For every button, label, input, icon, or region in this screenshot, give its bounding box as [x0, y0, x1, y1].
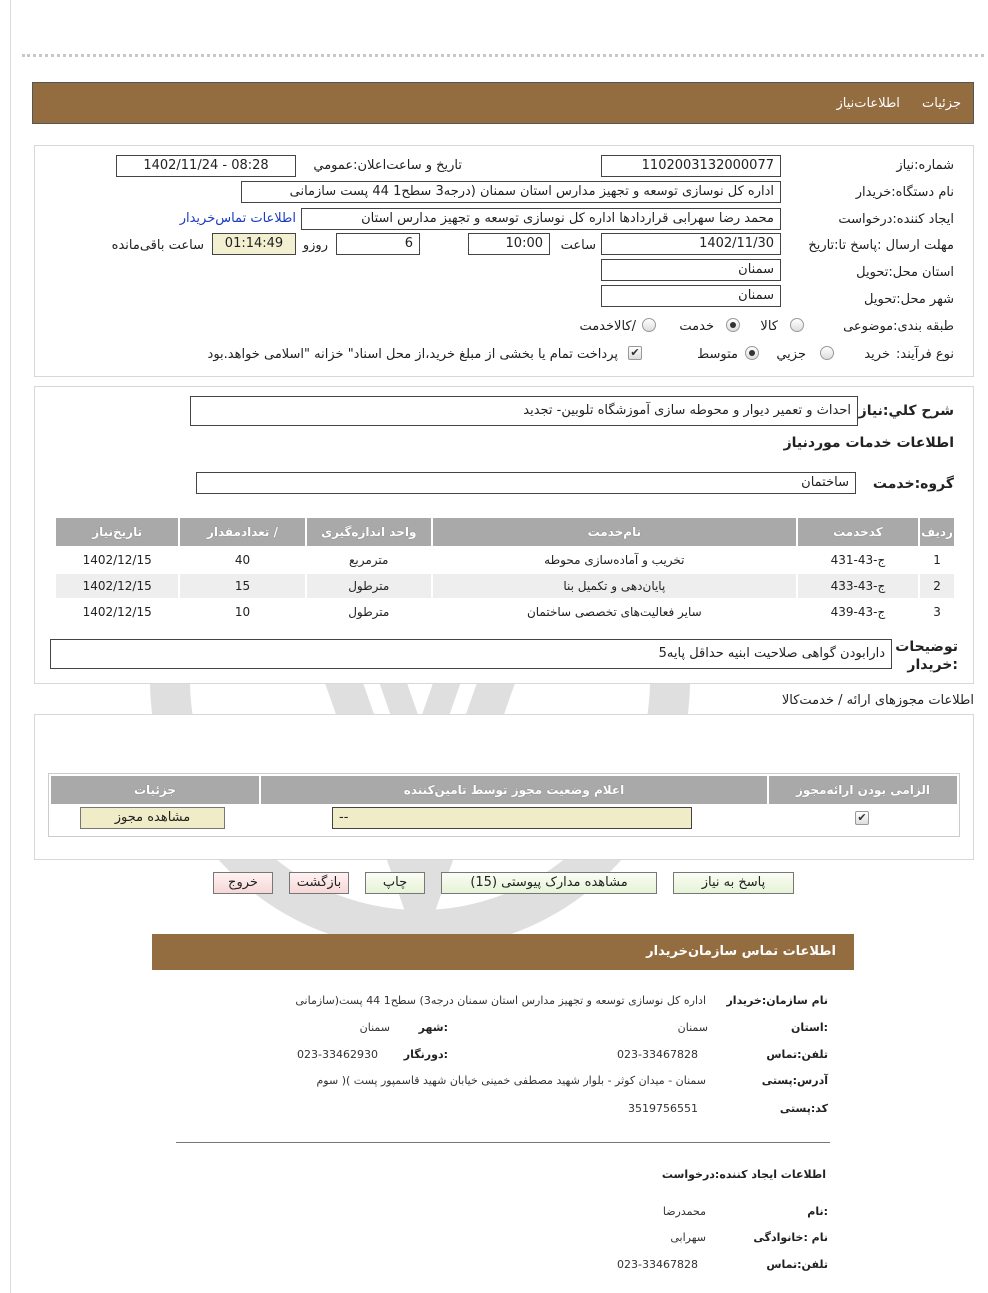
- contact-fax-value: 023-33462930: [297, 1048, 378, 1061]
- contact-city-label: :شهر: [418, 1021, 448, 1034]
- cell-service-code: ج-43-439: [798, 600, 918, 624]
- category-label: طبقه بندی:موضوعی: [843, 319, 954, 334]
- process-medium-label: متوسط: [697, 347, 738, 362]
- col-service-code: کدخدمت: [798, 518, 918, 546]
- contact-org-value: اداره کل نوسازی توسعه و تجهیز مدارس استان سمنان درجه3) سطح1 44 پست(سازمانی: [295, 994, 706, 1007]
- contact-postal-label: کد:پستی: [779, 1102, 828, 1115]
- process-medium-radio[interactable]: [745, 346, 759, 360]
- buyer-contact-link[interactable]: اطلاعات تماس‌خریدار: [179, 211, 296, 226]
- cell-need-date: 1402/12/15: [56, 574, 178, 598]
- category-goods-label: کالا: [760, 319, 778, 334]
- reply-button[interactable]: پاسخ به نیاز: [673, 872, 794, 894]
- province-field: سمنان: [601, 259, 781, 281]
- announce-field: 1402/11/24 - 08:28: [116, 155, 296, 177]
- category-goods-service-label: /کالاخدمت: [579, 319, 636, 334]
- need-number-label: شماره:نیاز: [896, 158, 954, 173]
- creator-field: محمد رضا سهرابی قراردادها اداره کل نوسازی توسعه و تجهیز مدارس استان: [301, 208, 781, 230]
- cell-need-date: 1402/12/15: [56, 600, 178, 624]
- process-label: نوع فرآیند:: [896, 347, 954, 362]
- contact-city-value: سمنان: [359, 1021, 390, 1034]
- contact-address-value: سمنان - میدان کوثر - بلوار شهید مصطفی خمینی خیابان شهید قاسمپور پست )( سوم: [316, 1074, 706, 1087]
- category-goods-radio[interactable]: [790, 318, 804, 332]
- creator-phone-value: 023-33467828: [617, 1258, 698, 1271]
- cell-row-number: 1: [920, 548, 954, 572]
- services-table: [54, 516, 956, 626]
- process-buy-label: خرید: [864, 347, 890, 362]
- exit-button[interactable]: خروج: [213, 872, 273, 894]
- remaining-time-field: 01:14:49: [212, 233, 296, 255]
- creator-name-value: محمدرضا: [662, 1205, 706, 1218]
- back-button[interactable]: بازگشت: [289, 872, 349, 894]
- need-info-panel: [34, 145, 974, 377]
- creator-family-label: نام :خانوادگی: [753, 1231, 828, 1244]
- license-status-field: --: [332, 807, 692, 829]
- cell-service-name: پایان‌دهی و تکمیل بنا: [433, 574, 796, 598]
- creator-phone-label: تلفن:تماس: [766, 1258, 828, 1271]
- buyer-notes-label: توضیحات :خریدار: [895, 639, 958, 673]
- deadline-time-field: 10:00: [468, 233, 550, 255]
- cell-quantity: 40: [180, 548, 304, 572]
- contact-fax-label: :دورنگار: [403, 1048, 448, 1061]
- license-required-checkbox[interactable]: ✔: [855, 811, 869, 825]
- category-service-label: خدمت: [679, 319, 714, 334]
- creator-info-title: اطلاعات ایجاد کننده:درخواست: [661, 1168, 826, 1181]
- buyer-org-field: اداره کل نوسازی توسعه و تجهیز مدارس استان سمنان (درجه3 سطح1 44 پست سازمانی: [241, 181, 781, 203]
- license-title: اطلاعات مجوزهای ارائه / خدمت‌کالا: [781, 693, 974, 708]
- group-label: گروه:خدمت: [872, 476, 954, 492]
- payment-checkbox[interactable]: ✔: [628, 346, 642, 360]
- print-button[interactable]: چاپ: [365, 872, 425, 894]
- contact-org-label: نام سازمان:خریدار: [726, 994, 828, 1007]
- col-license-status: اعلام وضعیت مجوز توسط تامین‌کننده: [261, 776, 767, 804]
- cell-quantity: 15: [180, 574, 304, 598]
- process-small-label: جزیي: [776, 347, 806, 362]
- contact-phone-label: تلفن:تماس: [766, 1048, 828, 1061]
- process-small-radio[interactable]: [820, 346, 834, 360]
- category-service-radio[interactable]: [726, 318, 740, 332]
- table-row: [56, 600, 954, 624]
- creator-name-label: :نام: [807, 1205, 828, 1218]
- cell-row-number: 3: [920, 600, 954, 624]
- city-field: سمنان: [601, 285, 781, 307]
- cell-service-name: سایر فعالیت‌های تخصصی ساختمان: [433, 600, 796, 624]
- cell-service-code: ج-43-431: [798, 548, 918, 572]
- tab-details[interactable]: جزئیات: [922, 96, 961, 111]
- table-row: [56, 574, 954, 598]
- deadline-label: مهلت ارسال :پاسخ تا:تاریخ: [808, 238, 954, 253]
- days-field: 6: [336, 233, 420, 255]
- table-row: [56, 548, 954, 572]
- category-goods-service-radio[interactable]: [642, 318, 656, 332]
- need-number-field: 1102003132000077: [601, 155, 781, 177]
- creator-family-value: سهرابی: [670, 1231, 706, 1244]
- cell-row-number: 2: [920, 574, 954, 598]
- contact-postal-value: 3519756551: [628, 1102, 698, 1115]
- cell-unit: مترمربع: [307, 548, 431, 572]
- time-label: ساعت: [560, 238, 596, 253]
- province-label: استان محل:تحویل: [856, 265, 954, 280]
- view-license-button[interactable]: مشاهده مجوز: [80, 807, 225, 829]
- top-dotted-divider: [22, 54, 984, 57]
- announce-label: تاریخ و ساعت‌اعلان:عمومي: [313, 158, 462, 173]
- group-field: ساختمان: [196, 472, 856, 494]
- days-label: روزو: [302, 238, 328, 253]
- contact-province-label: :استان: [791, 1021, 828, 1034]
- creator-label: ایجاد کننده:درخواست: [838, 212, 954, 227]
- services-title: اطلاعات خدمات موردنیاز: [783, 435, 954, 451]
- col-quantity: / تعدادمقدار: [180, 518, 304, 546]
- buyer-org-label: نام دستگاه:خریدار: [855, 185, 954, 200]
- cell-need-date: 1402/12/15: [56, 548, 178, 572]
- contact-divider: [176, 1142, 830, 1143]
- col-row-number: ردیف: [920, 518, 954, 546]
- cell-service-name: تخریب و آماده‌سازی محوطه: [433, 548, 796, 572]
- summary-label: شرح کلي:نیاز: [858, 403, 954, 419]
- buyer-notes-field: دارابودن گواهی صلاحیت ابنیه حداقل پایه5: [50, 639, 892, 669]
- summary-field: احداث و تعمیر دیوار و محوطه سازی آموزشگاه تلوبین- تجدید: [190, 396, 858, 426]
- contact-address-label: آدرس:پستی: [761, 1074, 828, 1087]
- col-license-required: الزامی بودن ارائه‌مجوز: [769, 776, 957, 804]
- col-unit: واحد اندازه‌گیری: [307, 518, 431, 546]
- cell-unit: مترطول: [307, 574, 431, 598]
- payment-note: پرداخت تمام یا بخشی از مبلغ خرید،از محل اسناد" خزانه "اسلامی خواهد.بود: [207, 347, 618, 362]
- contact-phone-value: 023-33467828: [617, 1048, 698, 1061]
- city-label: شهر محل:تحویل: [864, 292, 954, 307]
- left-border-line: [10, 0, 11, 1293]
- cell-unit: مترطول: [307, 600, 431, 624]
- contact-header-bar: اطلاعات تماس سازمان‌خریدار: [152, 934, 854, 970]
- col-need-date: تاریخ‌نیاز: [56, 518, 178, 546]
- contact-province-value: سمنان: [677, 1021, 708, 1034]
- deadline-date-field: 1402/11/30: [601, 233, 781, 255]
- cell-service-code: ج-43-433: [798, 574, 918, 598]
- cell-quantity: 10: [180, 600, 304, 624]
- attachments-button[interactable]: مشاهده مدارک پیوستی (15): [441, 872, 657, 894]
- col-service-name: نام‌خدمت: [433, 518, 796, 546]
- col-license-details: جزئیات: [51, 776, 259, 804]
- page-header-bar: [32, 82, 974, 124]
- remaining-label: ساعت باقی‌مانده: [111, 238, 204, 253]
- tab-need-info[interactable]: اطلاعات‌نیاز: [836, 96, 900, 111]
